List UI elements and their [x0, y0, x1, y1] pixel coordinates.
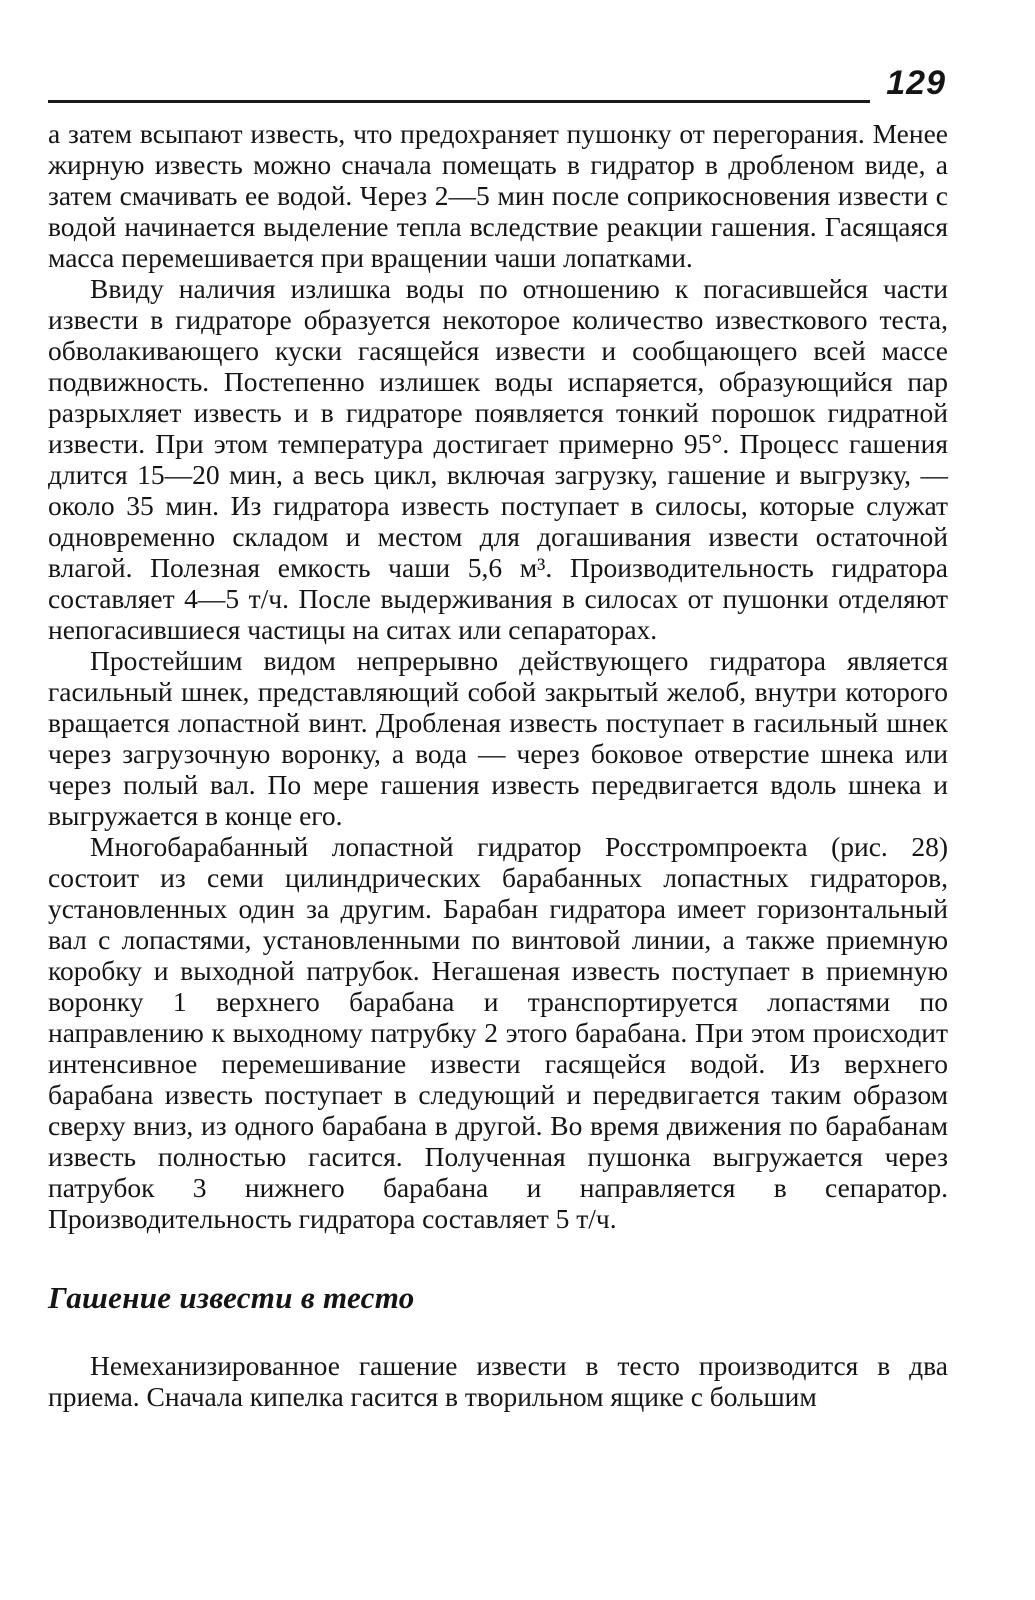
book-page — [48, 60, 948, 1412]
page-header — [48, 60, 948, 118]
paragraph-continuation: а затем всыпают известь, что предохраняет пушонку от перегорания. Менее жирную известь можно сначала помещать в гидратор в дробленом виде, а затем смачивать ее водой. Через 2—5 мин после соприкосновения извести с водой начинается выделение тепла вследствие реакции гашения. Гасящаяся масса перемешивается при вращении чаши лопатками. — [48, 118, 948, 273]
section-body — [48, 1350, 948, 1412]
paragraph-slaking-screw: Простейшим видом непрерывно действующего гидратора является гасильный шнек, представляющий собой закрытый желоб, внутри которого вращается лопастной винт. Дробленая известь поступает в гасильный шнек через загрузочную воронку, а вода — через боковое отверстие шнека или через полый вал. По мере гашения известь передвигается вдоль шнека и выгружается в конце его. — [48, 645, 948, 831]
header-rule — [48, 100, 870, 103]
section-heading: Гашение извести в тесто — [48, 1280, 415, 1315]
paragraph-multidrum-hydrator: Многобарабанный лопастной гидратор Росстромпроекта (рис. 28) состоит из семи цилиндрических барабанных лопастных гидраторов, установленных один за другим. Барабан гидратора имеет горизонтальный вал с лопастями, установленными по винтовой линии, а также приемную коробку и выходной патрубок. Негашеная известь поступает в приемную воронку 1 верхнего барабана и транспортируется лопастями по направлению к выходному патрубку 2 этого барабана. При этом происходит интенсивное перемешивание извести гасящейся водой. Из верхнего барабана известь поступает в следующий и передвигается таким образом сверху вниз, из одного барабана в другой. Во время движения по барабанам известь полностью гасится. Полученная пушонка выгружается через патрубок 3 нижнего барабана и направляется в сепаратор. Производительность гидратора составляет 5 т/ч. — [48, 831, 948, 1234]
body-text — [48, 118, 948, 1234]
paragraph-lime-paste: Немеханизированное гашение извести в тесто производится в два приема. Сначала кипелка гасится в творильном ящике с большим — [48, 1350, 948, 1412]
paragraph-hydrator-process: Ввиду наличия излишка воды по отношению к погасившейся части извести в гидраторе образуется некоторое количество известкового теста, обволакивающего куски гасящейся извести и сообщающего всей массе подвижность. Постепенно излишек воды испаряется, образующийся пар разрыхляет известь и в гидраторе появляется тонкий порошок гидратной извести. При этом температура достигает примерно 95°. Процесс гашения длится 15—20 мин, а весь цикл, включая загрузку, гашение и выгрузку, — около 35 мин. Из гидратора известь поступает в силосы, которые служат одновременно складом и местом для догашивания извести остаточной влагой. Полезная емкость чаши 5,6 м³. Производительность гидратора составляет 4—5 т/ч. После выдерживания в силосах от пушонки отделяют непогасившиеся частицы на ситах или сепараторах. — [48, 273, 948, 645]
page-number: 129 — [886, 64, 946, 102]
